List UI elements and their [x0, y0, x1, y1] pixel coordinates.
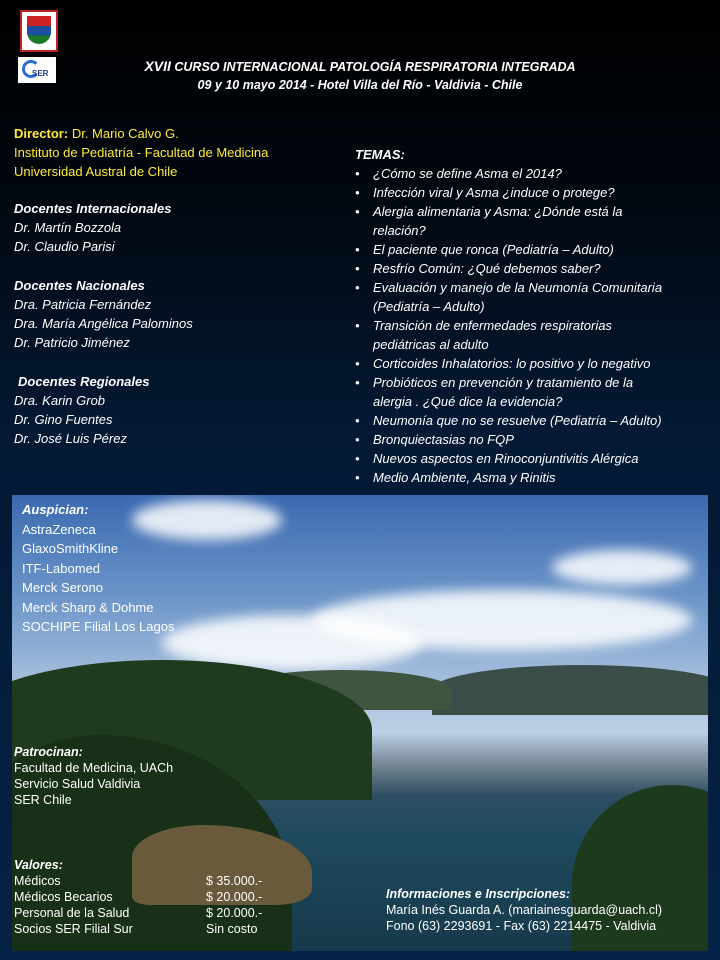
docente-name: Dra. María Angélica Palominos: [14, 316, 193, 331]
tema-item: [355, 259, 705, 278]
docentes-internacionales-heading: Docentes Internacionales: [14, 201, 172, 216]
contact-phone-line: Fono (63) 2293691 - Fax (63) 2214475 - Valdivia: [386, 919, 657, 933]
bullet-icon: •: [355, 451, 360, 466]
docentes-regionales: [14, 372, 348, 448]
patrocinan-heading: Patrocinan:: [14, 745, 83, 759]
tema-text: El paciente que ronca (Pediatría – Adulto): [373, 242, 614, 257]
tema-text: Resfrío Común: ¿Qué debemos saber?: [373, 261, 601, 276]
tema-item: [355, 449, 705, 468]
bullet-icon: •: [355, 204, 360, 219]
tema-item: [355, 202, 705, 240]
tema-text: Medio Ambiente, Asma y Rinitis: [373, 470, 556, 485]
bullet-icon: •: [355, 318, 360, 333]
tema-text: Transición de enfermedades respiratorias: [373, 318, 612, 333]
valor-row: [14, 873, 294, 889]
tema-text: (Pediatría – Adulto): [373, 299, 485, 314]
bullet-icon: •: [355, 432, 360, 447]
tema-item: [355, 240, 705, 259]
docente-name: Dr. Martín Bozzola: [14, 220, 122, 235]
valor-price: $ 20.000.-: [206, 890, 263, 904]
director-label: Director:: [14, 126, 69, 141]
tema-item: [355, 354, 705, 373]
tema-text: Infección viral y Asma ¿induce o protege?: [373, 185, 615, 200]
valor-label: Personal de la Salud: [14, 906, 130, 920]
tema-text: Corticoides Inhalatorios: lo positivo y lo negativo: [373, 356, 651, 371]
director-block: [14, 124, 344, 181]
valor-price: $ 20.000.-: [206, 906, 263, 920]
bullet-icon: •: [355, 413, 360, 428]
contact-email-line: María Inés Guarda A. (mariainesguarda@uach.cl): [386, 903, 663, 917]
director-university: Universidad Austral de Chile: [14, 164, 178, 179]
sponsor: AstraZeneca: [22, 521, 96, 537]
tema-text: pediátricas al adulto: [373, 337, 489, 352]
bullet-icon: •: [355, 261, 360, 276]
university-logo: [20, 10, 58, 52]
sponsor: ITF-Labomed: [22, 560, 101, 576]
bullet-icon: •: [355, 242, 360, 257]
page-title: [0, 58, 720, 74]
bullet-icon: •: [355, 166, 360, 181]
docentes-internacionales: [14, 199, 344, 256]
bullet-icon: •: [355, 280, 360, 295]
tema-item: [355, 278, 705, 316]
sponsor: Merck Serono: [22, 580, 103, 595]
tema-text: Evaluación y manejo de la Neumonía Comunitaria: [373, 280, 663, 295]
tema-text: Bronquiectasias no FQP: [373, 432, 514, 447]
director-institute: Instituto de Pediatría - Facultad de Medicina: [14, 145, 269, 160]
informaciones-heading: Informaciones e Inscripciones:: [386, 887, 571, 901]
temas-heading: TEMAS:: [355, 147, 405, 162]
tema-item: [355, 411, 705, 430]
sponsor: SOCHIPE Filial Los Lagos: [22, 619, 175, 634]
temas-block: [355, 145, 705, 487]
sponsor: GlaxoSmithKline: [22, 541, 119, 556]
auspician-block: [22, 500, 282, 637]
tema-item: [355, 468, 705, 487]
sponsor: Merck Sharp & Dohme: [22, 599, 154, 615]
valor-label: Socios SER Filial Sur: [14, 922, 133, 936]
bullet-icon: •: [355, 375, 360, 390]
tema-item: [355, 183, 705, 202]
tema-text: relación?: [373, 223, 426, 238]
docente-name: Dr. José Luis Pérez: [14, 431, 127, 446]
valores-heading: Valores:: [14, 858, 63, 872]
docente-name: Dra. Karin Grob: [14, 393, 106, 408]
ser-logo: SER: [18, 57, 56, 83]
valor-row: [14, 921, 294, 937]
bullet-icon: •: [355, 470, 360, 485]
valor-price: Sin costo: [206, 922, 258, 936]
docente-name: Dr. Patricio Jiménez: [14, 335, 130, 350]
docente-name: Dr. Claudio Parisi: [14, 239, 115, 254]
director-name: Dr. Mario Calvo G.: [71, 126, 179, 141]
docente-name: Dr. Gino Fuentes: [14, 412, 113, 427]
tema-item: [355, 430, 705, 449]
temas-list: [355, 164, 705, 487]
tema-item: [355, 373, 705, 411]
tema-text: ¿Cómo se define Asma el 2014?: [373, 166, 562, 181]
valor-row: [14, 905, 294, 921]
tema-item: [355, 316, 705, 354]
bullet-icon: •: [355, 185, 360, 200]
patrocinador: Facultad de Medicina, UACh: [14, 761, 174, 775]
valor-row: [14, 889, 294, 905]
patrocinador: SER Chile: [14, 793, 72, 807]
docentes-nacionales: [14, 276, 344, 352]
tema-text: Alergia alimentaria y Asma: ¿Dónde está la: [373, 204, 623, 219]
patrocinador: Servicio Salud Valdivia: [14, 777, 141, 791]
title-rest: CURSO INTERNACIONAL PATOLOGÍA RESPIRATORIA INTEGRADA: [170, 60, 576, 74]
tema-text: Nuevos aspectos en Rinoconjuntivitis Alérgica: [373, 451, 639, 466]
tema-text: alergia . ¿Qué dice la evidencia?: [373, 394, 563, 409]
patrocinan-block: [14, 744, 274, 808]
bullet-icon: •: [355, 356, 360, 371]
valor-price: $ 35.000.-: [206, 874, 263, 888]
title-prefix: XVII: [144, 58, 171, 74]
docente-name: Dra. Patricia Fernández: [14, 297, 152, 312]
valores-block: [14, 857, 294, 937]
tema-text: Neumonía que no se resuelve (Pediatría – Adulto): [373, 413, 662, 428]
tema-item: [355, 164, 705, 183]
docentes-regionales-heading: Docentes Regionales: [18, 374, 150, 389]
tema-text: Probióticos en prevención y tratamiento de la: [373, 375, 634, 390]
valor-label: Médicos Becarios: [14, 890, 113, 904]
auspician-heading: Auspician:: [22, 502, 89, 517]
page-subtitle: 09 y 10 mayo 2014 - Hotel Villa del Río - Valdivia - Chile: [197, 78, 523, 92]
docentes-nacionales-heading: Docentes Nacionales: [14, 278, 145, 293]
informaciones-block: [386, 886, 711, 934]
valor-label: Médicos: [14, 874, 61, 888]
